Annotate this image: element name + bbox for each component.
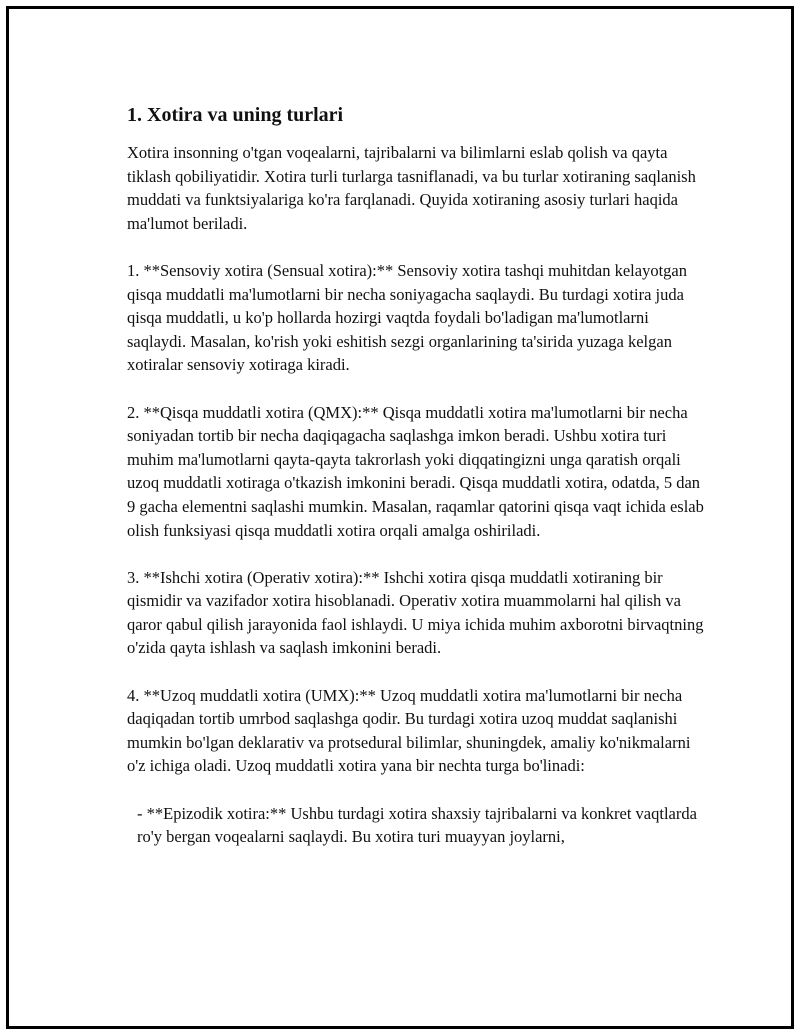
episodic-memory-paragraph: - **Epizodik xotira:** Ushbu turdagi xotira shaxsiy tajribalarni va konkret vaqtlarda ro'y bergan voqealarni saqlaydi. Bu xotira turi muayyan joylarni, xyxy=(137,803,697,847)
short-term-memory-paragraph: 2. **Qisqa muddatli xotira (QMX):** Qisqa muddatli xotira ma'lumotlarni bir necha soniyadan tortib bir necha daqiqagacha saqlashga imkon beradi. Ushbu xotira turi muhim ma'lumotlarni qayta-qayta takrorlash yoki diqqatingizni unga qaratish orqali uzoq muddatli xotiraga o'tkazish imkonini beradi. Qisqa muddatli xotira, odatda, 5 dan 9 gacha elementni saqlashi mumkin. Masalan, raqamlar qatorini qisqa vaqt ichida eslab olish funksiyasi qisqa muddatli xotira orqali amalga oshiriladi. xyxy=(127,402,704,540)
document-body xyxy=(127,101,707,872)
section-heading: 1. Xotira va uning turlari xyxy=(127,104,344,126)
long-term-memory-paragraph: 4. **Uzoq muddatli xotira (UMX):** Uzoq muddatli xotira ma'lumotlarni bir necha daqiqadan tortib umrbod saqlashga qodir. Bu turdagi xotira uzoq muddat saqlanishi mumkin bo'lgan deklarativ va protsedural bilimlar, shuningdek, amaliy ko'nikmalarni o'z ichiga oladi. Uzoq muddatli xotira yana bir nechta turga bo'linadi: xyxy=(127,685,691,776)
page-frame xyxy=(6,6,794,1029)
working-memory-paragraph: 3. **Ishchi xotira (Operativ xotira):** Ishchi xotira qisqa muddatli xotiraning bir qismidir va vazifador xotira hisoblanadi. Operativ xotira muammolarni hal qilish va qaror qabul qilish jarayonida faol ishlaydi. U miya ichida muhim axborotni birvaqtning o'zida qayta ishlash va saqlash imkonini beradi. xyxy=(127,567,704,658)
sensory-memory-paragraph: 1. **Sensoviy xotira (Sensual xotira):** Sensoviy xotira tashqi muhitdan kelayotgan qisqa muddatli ma'lumotlarni bir necha soniyagacha saqlaydi. Bu turdagi xotira juda qisqa muddatli, u ko'p hollarda hozirgi vaqtda foydali bo'ladigan ma'lumotlarni saqlaydi. Masalan, ko'rish yoki eshitish sezgi organlarining ta'sirida yuzaga kelgan xotiralar sensoviy xotiraga kiradi. xyxy=(127,260,688,375)
intro-paragraph: Xotira insonning o'tgan voqealarni, tajribalarni va bilimlarni eslab qolish va qayta tiklash qobiliyatidir. Xotira turli turlarga tasniflanadi, va bu turlar xotiraning saqlanish muddati va funktsiyalariga ko'ra farqlanadi. Quyida xotiraning asosiy turlari haqida ma'lumot beriladi. xyxy=(127,143,696,233)
